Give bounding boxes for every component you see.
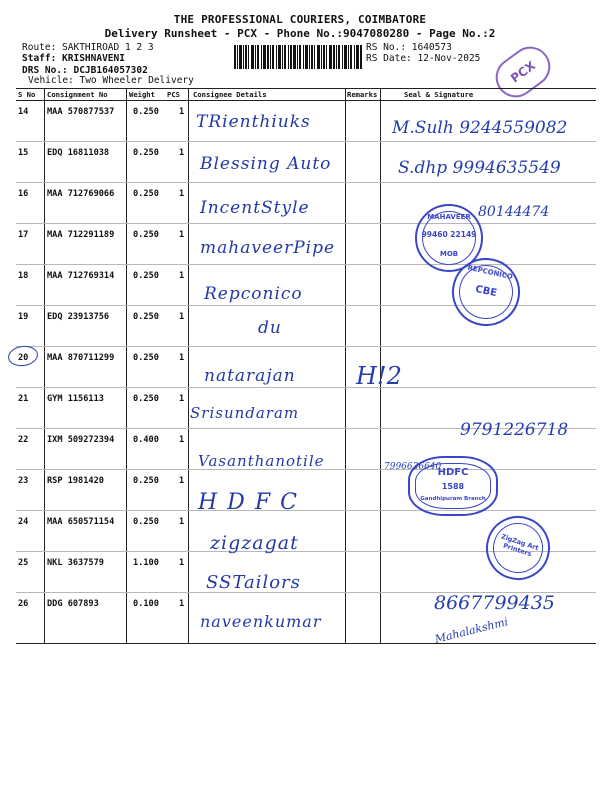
handwritten-consignee: Vasanthanotile <box>198 452 325 470</box>
handwritten-consignee: du <box>258 318 282 338</box>
handwritten-consignee: natarajan <box>204 366 296 386</box>
handwritten-consignee: SSTailors <box>206 572 301 593</box>
col-weight: Weight <box>129 90 155 99</box>
handwritten-signature: 80144474 <box>478 204 550 220</box>
col-pcs: PCS <box>167 90 180 99</box>
route-label: Route: SAKTHIROAD 1 2 3 <box>22 42 154 53</box>
row-pcs: 1 <box>179 230 185 240</box>
row-sno: 17 <box>18 230 29 240</box>
row-sno: 25 <box>18 558 29 568</box>
row-sno: 15 <box>18 148 29 158</box>
stamp-text: HDFC <box>437 467 469 478</box>
row-weight: 0.250 <box>133 189 159 199</box>
row-consignment: MAA 712769314 <box>47 271 115 281</box>
row-weight: 0.250 <box>133 476 159 486</box>
row-weight: 0.250 <box>133 230 159 240</box>
row-consignment: GYM 1156113 <box>47 394 104 404</box>
row-weight: 0.250 <box>133 517 159 527</box>
handwritten-consignee: Blessing Auto <box>200 154 332 174</box>
row-pcs: 1 <box>179 107 185 117</box>
row-weight: 0.100 <box>133 599 159 609</box>
row-weight: 0.250 <box>133 312 159 322</box>
row-consignment: RSP 1981420 <box>47 476 104 486</box>
row-pcs: 1 <box>179 599 185 609</box>
row-sno: 18 <box>18 271 29 281</box>
row-sno: 21 <box>18 394 29 404</box>
row-weight: 0.250 <box>133 107 159 117</box>
row-consignment: MAA 712769066 <box>47 189 115 199</box>
row-sno: 22 <box>18 435 29 445</box>
row-weight: 0.250 <box>133 148 159 158</box>
row-pcs: 1 <box>179 394 185 404</box>
pcx-stamp: PCX <box>488 39 558 105</box>
stamp-code: 99460 22149 <box>421 230 477 239</box>
row-pcs: 1 <box>179 189 185 199</box>
row-consignment: IXM 509272394 <box>47 435 115 445</box>
stamp-code: 1588 <box>441 482 465 491</box>
row-weight: 0.250 <box>133 271 159 281</box>
barcode-image <box>234 45 362 69</box>
row-pcs: 1 <box>179 558 185 568</box>
row-consignment: EDQ 23913756 <box>47 312 110 322</box>
row-pcs: 1 <box>179 517 185 527</box>
handwritten-consignee: HDFC <box>198 490 307 515</box>
company-title: THE PROFESSIONAL COURIERS, COIMBATORE <box>173 13 427 26</box>
handwritten-consignee: Repconico <box>204 284 303 304</box>
row-sno: 19 <box>18 312 29 322</box>
handwritten-signature: 9791226718 <box>460 420 569 440</box>
staff-label: Staff: KRISHNAVENI <box>22 53 125 64</box>
row-consignment: MAA 870711299 <box>47 353 115 363</box>
handwritten-consignee: TRienthiuks <box>196 112 311 132</box>
vehicle-label: Vehicle: Two Wheeler Delivery <box>28 75 194 86</box>
row-sno: 23 <box>18 476 29 486</box>
row-consignment: DDG 607893 <box>47 599 99 609</box>
handwritten-signature: S.dhp 9994635549 <box>398 158 561 178</box>
stamp-text: MAHAVEER <box>427 213 471 221</box>
row-pcs: 1 <box>179 271 185 281</box>
row-consignment: MAA 650571154 <box>47 517 115 527</box>
stamp-text: Gandhipuram Branch <box>420 496 486 502</box>
stamp-text: REPCONICO <box>466 263 514 282</box>
handwritten-signature: H!2 <box>356 362 402 390</box>
table-header <box>16 88 596 101</box>
handwritten-signature: Mahalakshmi <box>433 615 510 646</box>
row-weight: 0.400 <box>133 435 159 445</box>
row-weight: 0.250 <box>133 353 159 363</box>
row-sno: 20 <box>18 353 29 363</box>
handwritten-consignee: zigzagat <box>210 532 299 554</box>
row-weight: 1.100 <box>133 558 159 568</box>
handwritten-signature: M.Sulh 9244559082 <box>392 118 568 138</box>
table-row <box>16 347 596 387</box>
handwritten-consignee: naveenkumar <box>200 612 322 631</box>
row-pcs: 1 <box>179 435 185 445</box>
row-sno: 14 <box>18 107 29 117</box>
row-sno: 26 <box>18 599 29 609</box>
row-pcs: 1 <box>179 148 185 158</box>
row-pcs: 1 <box>179 312 185 322</box>
col-remarks: Remarks <box>347 90 378 99</box>
rs-date: RS Date: 12-Nov-2025 <box>366 53 481 64</box>
stamp-text: ZigZag Art Printers <box>500 532 540 559</box>
handwritten-consignee: IncentStyle <box>200 198 310 218</box>
row-pcs: 1 <box>179 476 185 486</box>
col-seal: Seal & Signature <box>404 90 474 99</box>
row-weight: 0.250 <box>133 394 159 404</box>
row-consignment: MAA 570877537 <box>47 107 115 117</box>
table-bottom-rule <box>16 643 596 644</box>
col-consignment: Consignment No <box>47 90 108 99</box>
stamp-text: CBE <box>474 283 498 300</box>
rs-number: RS No.: 1640573 <box>366 42 452 53</box>
row-consignment: MAA 712291189 <box>47 230 115 240</box>
hdfc-stamp <box>408 456 498 516</box>
handwritten-consignee: mahaveerPipe <box>200 238 336 258</box>
col-sno: S No <box>18 90 36 99</box>
row-sno: 24 <box>18 517 29 527</box>
handwritten-signature: 8667799435 <box>434 592 555 614</box>
runsheet-title: Delivery Runsheet - PCX - Phone No.:9047080280 - Page No.:2 <box>104 27 496 40</box>
row-sno: 16 <box>18 189 29 199</box>
row-consignment: NKL 3637579 <box>47 558 104 568</box>
row-consignment: EDQ 16811038 <box>47 148 110 158</box>
row-pcs: 1 <box>179 353 185 363</box>
handwritten-signature: 7996636640 <box>384 462 442 472</box>
handwritten-consignee: Srisundaram <box>190 404 300 422</box>
drs-label: DRS No.: DCJB164057302 <box>22 65 148 76</box>
col-consignee: Consignee Details <box>193 90 267 99</box>
stamp-text: MOB <box>439 250 459 258</box>
